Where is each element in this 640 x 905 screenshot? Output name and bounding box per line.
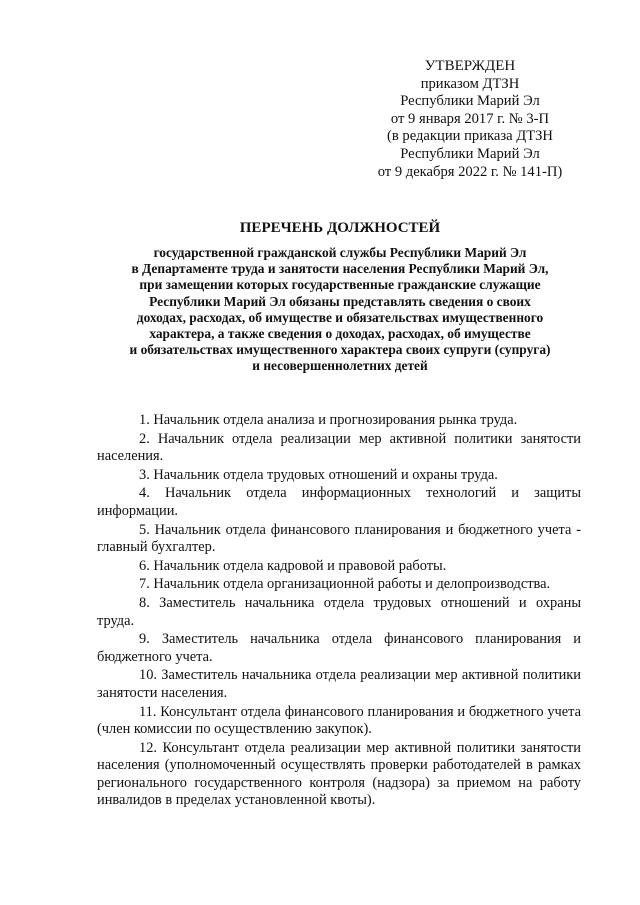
list-item: 8. Заместитель начальника отдела трудовых отношений и охраны труда. [97,594,581,629]
document-subtitle [70,245,610,375]
approval-stamp-block [352,58,588,181]
list-item: 3. Начальник отдела трудовых отношений и охраны труда. [139,466,498,483]
positions-list [97,412,581,811]
list-item: 12. Консультант отдела реализации мер активной политики занятости населения (уполномоченный осуществлять проверки работодателей в рамках регионального государственного контроля (надзора) за приемом на работу инвалидов в пределах установленной квоты). [97,739,581,809]
approval-heading: УТВЕРЖДЕН [424,58,516,74]
approval-line: Республики Марий Эл [400,145,540,162]
subtitle-line: при замещении которых государственные гражданские служащие [139,277,541,293]
subtitle-line: Республики Марий Эл обязаны представлять сведения о своих [149,293,531,309]
approval-line: приказом ДТЗН [420,75,520,92]
approval-line: Республики Марий Эл [400,93,540,110]
list-item: 1. Начальник отдела анализа и прогнозирования рынка труда. [139,412,518,428]
subtitle-line: государственной гражданской службы Республики Марий Эл [153,245,527,260]
approval-line: от 9 декабря 2022 г. № 141-П) [377,163,563,180]
document-title: ПЕРЕЧЕНЬ ДОЛЖНОСТЕЙ [239,220,441,236]
subtitle-line: характера, а также сведения о доходах, расходах, об имуществе [149,326,531,342]
subtitle-line: доходах, расходах, об имуществе и обязательствах имущественного [136,309,544,325]
list-item: 10. Заместитель начальника отдела реализации мер активной политики занятости населения. [97,667,581,701]
approval-line: от 9 января 2017 г. № 3-П [390,110,550,127]
list-item: 7. Начальник отдела организационной работы и делопроизводства. [139,576,551,593]
list-item: 11. Консультант отдела финансового планирования и бюджетного учета (член комиссии по осуществлению закупок). [97,703,581,738]
list-item: 6. Начальник отдела кадровой и правовой работы. [139,557,447,574]
list-item: 4. Начальник отдела информационных технологий и защиты информации. [97,485,581,519]
approval-line: (в редакции приказа ДТЗН [387,128,553,145]
subtitle-line: в Департаменте труда и занятости населения Республики Марий Эл, [131,261,549,277]
list-item: 9. Заместитель начальника отдела финансового планирования и бюджетного учета. [97,631,581,665]
subtitle-line: и обязательствах имущественного характера своих супруги (супруга) [129,342,551,358]
subtitle-line: и несовершеннолетних детей [252,358,428,374]
list-item: 5. Начальник отдела финансового планирования и бюджетного учета - главный бухгалтер. [97,521,581,556]
list-item: 2. Начальник отдела реализации мер активной политики занятости населения. [97,430,581,465]
